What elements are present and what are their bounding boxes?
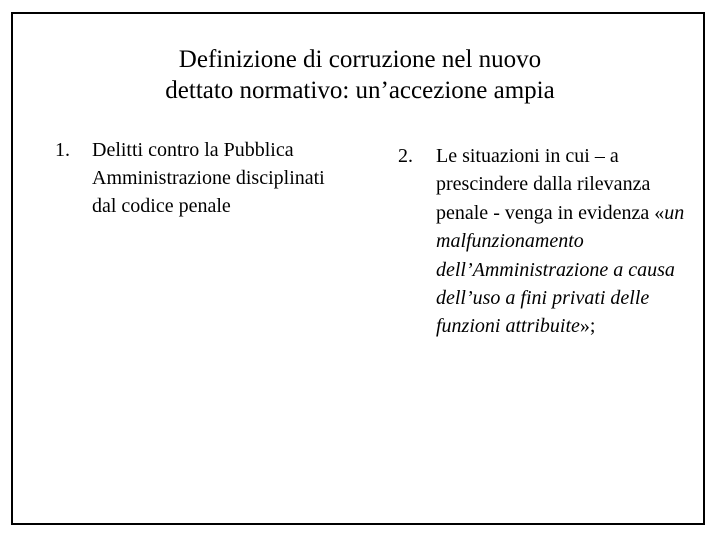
list-number-2: 2. [398,145,413,167]
left-column [55,136,345,220]
right-column [398,142,698,341]
list-item-2 [398,142,698,341]
list-text-2-quote: un malfunzionamento dell’Amministrazione a causa dell’uso a fini privati delle funzioni attribuite [436,201,685,338]
list-text-2-close: »; [579,315,596,338]
list-number-1: 1. [55,139,70,161]
title-line-1: Definizione di corruzione nel nuovo [178,46,542,73]
title-line-2: dettato normativo: un’accezione ampia [165,77,555,104]
list-item-1 [55,136,345,220]
list-text-1: Delitti contro la Pubblica Amministrazione disciplinati dal codice penale [92,139,325,217]
list-text-2-plain: Le situazioni in cui – a prescindere dalla rilevanza penale - venga in evidenza « [436,145,665,224]
slide-title [0,44,720,106]
